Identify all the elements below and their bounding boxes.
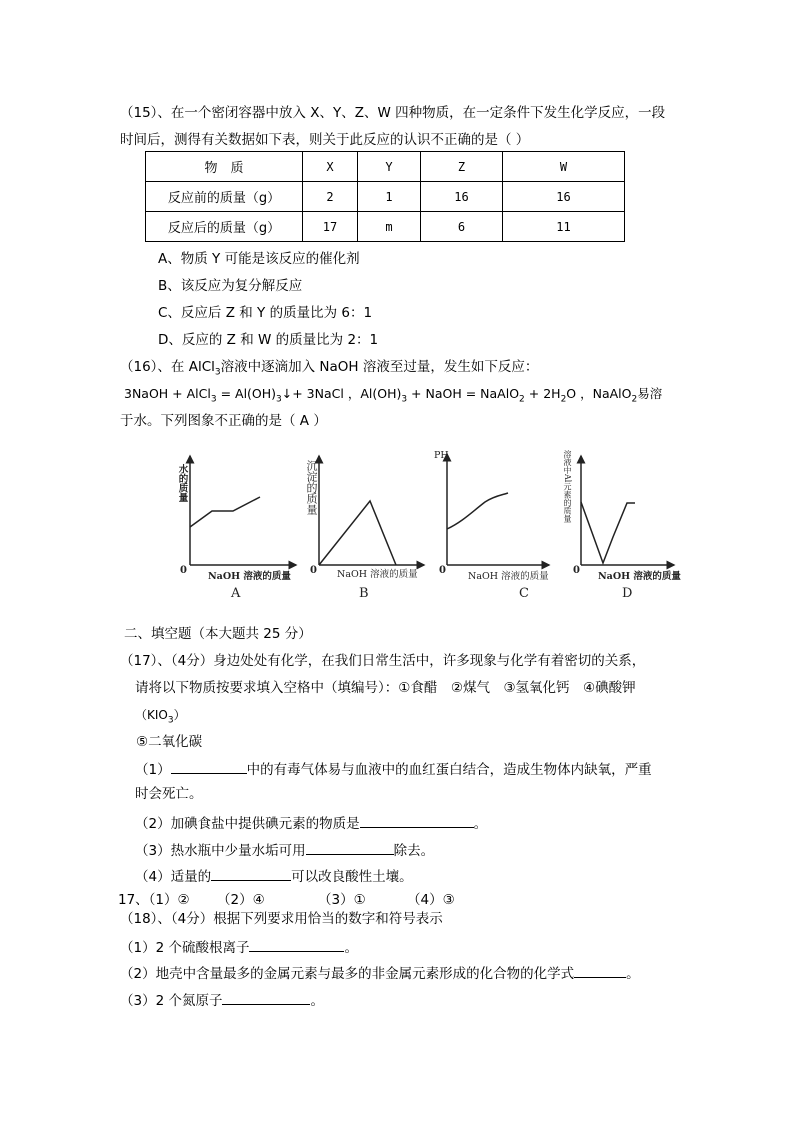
table-cell: 反应前的质量（g） <box>146 182 303 212</box>
graph-d-origin: 0 <box>573 565 580 576</box>
text: 中的有毒气体易与血液中的血红蛋白结合，造成生物体内缺氧，严重 <box>246 762 652 778</box>
option-b: B、该反应为复分解反应 <box>158 278 303 294</box>
graph-a-line <box>190 497 260 527</box>
q17-part1-cont: 时会死亡。 <box>135 786 203 802</box>
q17-answer-4: （4）③ <box>407 892 455 908</box>
q17-line3 <box>135 706 186 729</box>
graph-b-xlabel: NaOH 溶液的质量 <box>337 569 418 580</box>
text: 易溶 <box>637 386 663 401</box>
header-cell: Y <box>358 152 421 182</box>
q17-line4: ⑤二氧化碳 <box>136 734 203 750</box>
q17-line1: （17）、（4分）身边处处有化学，在我们日常生活中，许多现象与化学有着密切的关系， <box>120 653 646 669</box>
text: 。 <box>344 940 358 956</box>
header-cell: X <box>303 152 358 182</box>
answer-blank[interactable] <box>222 990 310 1005</box>
text: 。 <box>473 816 488 832</box>
answer-blank[interactable] <box>360 813 474 828</box>
text: （16）、在 AlCl <box>120 359 215 375</box>
graph-b-origin: 0 <box>310 565 317 576</box>
graph-a-ylabel: 水的质量 <box>176 464 188 502</box>
graph-d-caption: D <box>622 586 633 601</box>
q17-answer-1: 17、（1）② <box>118 892 190 908</box>
text: 除去。 <box>393 843 435 859</box>
graph-c-ylabel: PH <box>434 450 449 461</box>
q17-answer-3: （3）① <box>318 892 366 908</box>
graph-a-origin: 0 <box>180 565 187 576</box>
graph-c-xlabel: NaOH 溶液的质量 <box>468 571 549 582</box>
subscript: 2 <box>631 394 638 405</box>
table-cell: 11 <box>503 212 625 242</box>
graph-b-line <box>319 501 396 565</box>
answer-blank[interactable] <box>211 866 291 881</box>
text: + 2H <box>524 386 561 401</box>
q17-line2: 请将以下物质按要求填入空格中（填编号）：①食醋 ②煤气 ③氢氧化钙 ④碘酸钾 <box>135 680 636 696</box>
q15-line2: 时间后，测得有关数据如下表，则关于此反应的认识不正确的是（ ） <box>120 132 530 148</box>
text: （3）热水瓶中少量水垢可用 <box>135 843 306 859</box>
answer-blank[interactable] <box>249 937 344 952</box>
answer-blank[interactable] <box>171 759 247 774</box>
graph-d-xlabel: NaOH 溶液的质量 <box>598 571 681 582</box>
option-c: C、反应后 Z 和 Y 的质量比为 6：1 <box>158 305 373 321</box>
text: O ，NaAlO <box>566 386 632 401</box>
subscript: 3 <box>210 394 217 405</box>
text: 。 <box>626 966 640 982</box>
text: （2）加碘食盐中提供碘元素的物质是 <box>135 816 360 832</box>
graph-a-caption: A <box>231 586 241 601</box>
table-cell: 1 <box>358 182 421 212</box>
text: （3）2 个氮原子 <box>120 993 223 1009</box>
option-d: D、反应的 Z 和 W 的质量比为 2：1 <box>158 332 379 348</box>
q17-part4 <box>135 866 413 886</box>
table-cell: 16 <box>503 182 625 212</box>
section-heading: 二、填空题（本大题共 25 分） <box>124 626 312 642</box>
text: ↓+ 3NaCl ，Al(OH) <box>281 386 402 401</box>
q18-part3 <box>120 990 324 1010</box>
text: （1）2 个硫酸根离子 <box>120 940 250 956</box>
subscript: 3 <box>167 715 174 726</box>
text: 溶液中逐滴加入 NaOH 溶液至过量，发生如下反应： <box>220 359 539 375</box>
header-cell: 物 质 <box>146 152 303 182</box>
text: ） <box>173 708 186 722</box>
q17-part3 <box>135 840 434 860</box>
table-cell: 17 <box>303 212 358 242</box>
graph-a-xlabel: NaOH 溶液的质量 <box>208 571 291 582</box>
subscript: 3 <box>401 394 408 405</box>
graph-b-ylabel: 沉淀的质量 <box>305 460 318 515</box>
graph-b-caption: B <box>359 586 369 601</box>
q15-line1: （15）、在一个密闭容器中放入 X、Y、Z、W 四种物质，在一定条件下发生化学反应，一段 <box>120 105 666 121</box>
q18-part1 <box>120 937 358 957</box>
subscript: 3 <box>276 394 282 405</box>
table-cell: 2 <box>303 182 358 212</box>
q17-part1 <box>135 759 652 779</box>
text: （KIO <box>135 708 168 722</box>
q17-answer-2: （2）④ <box>217 892 265 908</box>
header-cell: W <box>503 152 625 182</box>
table-cell: m <box>358 212 421 242</box>
graph-c-origin: 0 <box>439 565 446 576</box>
subscript: 3 <box>214 367 221 378</box>
graph-c-curve <box>447 493 508 529</box>
option-a: A、物质 Y 可能是该反应的催化剂 <box>158 251 360 267</box>
table-cell: 6 <box>421 212 503 242</box>
q18-part2 <box>120 963 640 983</box>
text: 3NaOH + AlCl <box>124 386 211 401</box>
table-cell: 16 <box>421 182 503 212</box>
answer-blank[interactable] <box>306 840 394 855</box>
answer-blank[interactable] <box>574 963 626 978</box>
text: 。 <box>310 993 324 1009</box>
graph-d-ylabel: 溶液中Al元素的质量 <box>563 450 572 523</box>
graph-d-line <box>581 502 635 563</box>
q16-line3: 于水。下列图象不正确的是（ A ） <box>120 413 327 429</box>
q18-line1: （18）、（4分）根据下列要求用恰当的数字和符号表示 <box>120 911 443 927</box>
q17-part2 <box>135 813 487 833</box>
text: （2）地壳中含量最多的金属元素与最多的非金属元素形成的化合物的化学式 <box>120 966 575 982</box>
header-cell: Z <box>421 152 503 182</box>
subscript: 2 <box>519 394 525 405</box>
subscript: 2 <box>560 394 567 405</box>
text: 可以改良酸性土壤。 <box>291 869 413 885</box>
text: = Al(OH) <box>216 386 277 401</box>
text: （1） <box>135 762 171 778</box>
text: + NaOH = NaAlO <box>407 386 520 401</box>
table-cell: 反应后的质量（g） <box>146 212 303 242</box>
graph-c-caption: C <box>519 586 529 601</box>
text: （4）适量的 <box>135 869 212 885</box>
